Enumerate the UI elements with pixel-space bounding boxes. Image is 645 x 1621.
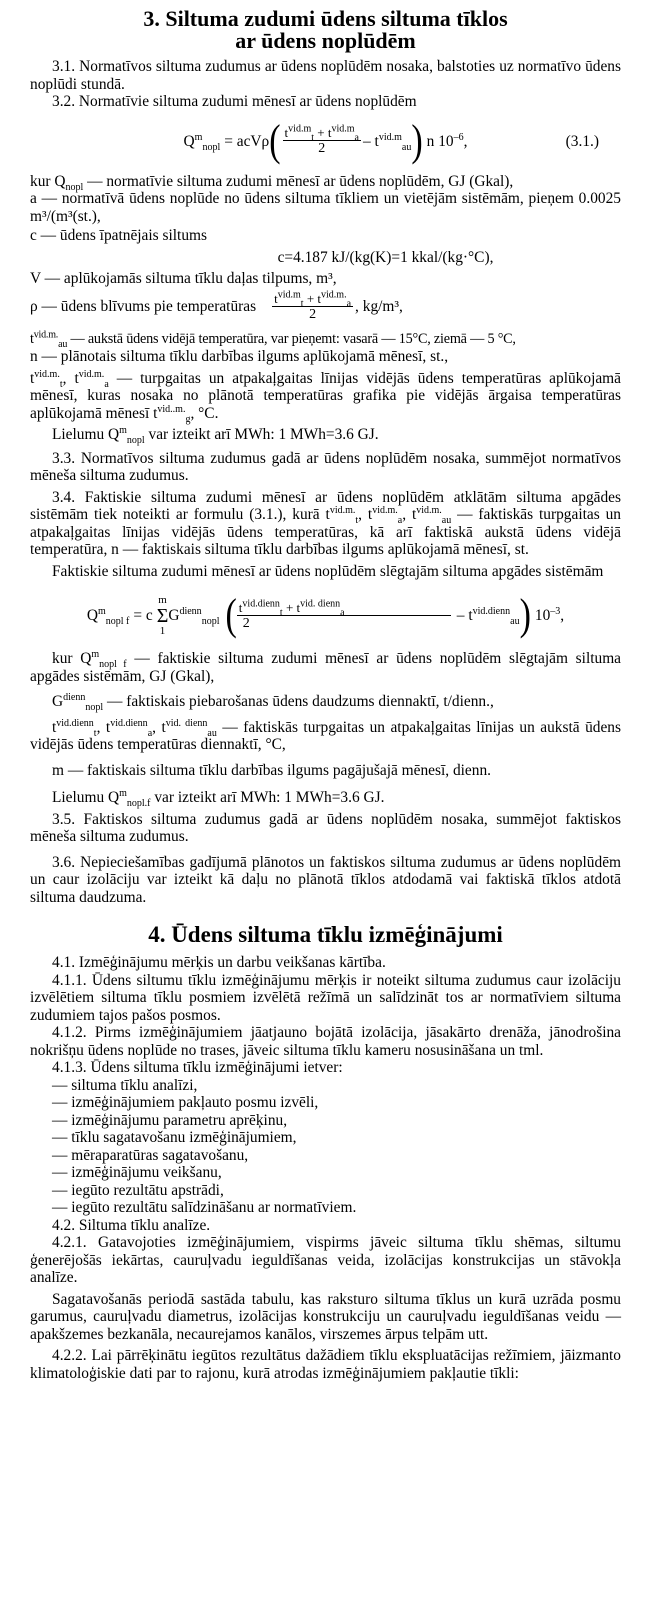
paragraph-4-1-2: 4.1.2. Pirms izmēģinājumiem jāatjauno bojātā izolācija, jāsakārto drenāža, jānodrošina nokrišņu ūdens noplūde no trases, jāveic siltuma tīklu kameru nosusināšana un tml.: [30, 1024, 621, 1059]
paragraph-4-2-1-b: Sagatavošanās periodā sastāda tabulu, kas raksturo siltuma tīklus un kurā uzrāda posmu garumus, cauruļvadu diametrus, izolācijas konstrukciju un cauruļvadu ieguldīšanas veidu — apakšzemes bezkanāla, necaurejamos kanālos, virszemes ārpus telpām utt.: [30, 1290, 621, 1343]
definition-t-au: $t^{vid.m.}_{au}$ — aukstā ūdens vidējā temperatūra, var pieņemt: vasarā — 15°C, ziemā — 5 °C,: [30, 328, 516, 350]
note-mwh-1: Lielumu $Q^m_{nopl}$ var izteikt arī MWh: 1 MWh=3.6 GJ.: [52, 424, 379, 447]
list-item: — iegūto rezultātu apstrādi,: [52, 1181, 224, 1199]
list-item: — siltuma tīklu analīzi,: [52, 1076, 198, 1094]
definition-rho: ρ — ūdens blīvums pie temperatūras $\frac{t^{vid.m}_t + t^{vid.m.}_a}{2}$ , kg/m³,: [30, 289, 403, 322]
list-item: — izmēģinājumu veikšanu,: [52, 1164, 222, 1181]
list-item: — izmēģinājumu parametru aprēķinu,: [52, 1111, 288, 1129]
definition-g: $G^{dienn}_{nopl}$ — faktiskais piebarošanas ūdens daudzums diennaktī, t/dienn.,: [52, 691, 494, 714]
section-3-title: 3. Siltuma zudumi ūdens siltuma tīklos ar ūdens noplūdēm: [143, 6, 508, 53]
formula-3-1-lhs: $Q^m_{nopl}$: [183, 131, 221, 153]
paragraph-4-1: 4.1. Izmēģinājumu mērķis un darbu veikšanas kārtība.: [52, 954, 386, 971]
paragraph-4-2: 4.2. Siltuma tīklu analīze.: [52, 1216, 211, 1234]
paragraph-4-2-1: 4.2.1. Gatavojoties izmēģinājumiem, vispirms jāveic siltuma tīklu shēmas, siltumu ģenerējošās iekārtas, cauruļvadu ieguldīšanas veida, izolācijas konstrukcijas un stāvokļa analīze.: [30, 1234, 621, 1286]
list-item: — tīklu sagatavošanu izmēģinājumiem,: [52, 1129, 297, 1146]
value-c: c=4.187 kJ/(kg(K)=1 kkal/(kg·°C),: [277, 248, 494, 266]
formula-3-1-number: (3.1.): [565, 132, 599, 150]
definition-c: c — ūdens īpatnējais siltums: [30, 227, 207, 244]
test-steps-list: [30, 1077, 621, 1217]
formula-closed-systems: $Q^m_{nopl f}$ = c m Σ 1 $G^{dienn}_{nopl}$ ( $\frac{t^{vid.dienn}_t + t^{vid. dienn}_a}{2}$ – $t^{vid.dienn}_{au}$ ) $10^{-3}$,: [86, 591, 565, 640]
paragraph-3-5: 3.5. Faktiskos siltuma zudumus gadā ar ūdens noplūdēm nosaka, summējot faktiskos mēneša siltuma zudumus.: [30, 810, 621, 845]
definition-t-dienn: $t^{vid.dienn}_t$, $t^{vid.dienn}_a$, $t^{vid. dienn}_{au}$ — faktiskās turpgaitas un atpakaļgaitas līnijas un aukstā ūdens vidējās ūdens temperatūras diennaktī, °C,: [30, 717, 621, 753]
definition-t-t-a: $t^{vid.m.}_t$, $t^{vid.m.}_a$ — turpgaitas un atpakaļgaitas līnijas vidējās ūdens temperatūras aplūkojamā mēnesī, kuras nosaka no plānotā temperatūras grafika pie vidējās ārgaisa temperatūras aplūkojamā mēnesī $t^{vid..m.}_g$, °C.: [30, 368, 621, 425]
list-item: — mēraparatūras sagatavošanu,: [52, 1146, 249, 1164]
paragraph-3-4-closed: Faktiskie siltuma zudumi mēnesī ar ūdens noplūdēm slēgtajām siltuma apgādes sistēmām: [52, 562, 604, 580]
formula-closed-fraction: $\frac{t^{vid.dienn}_t + t^{vid. dienn}_a}{2}$: [239, 601, 449, 632]
paragraph-3-3: 3.3. Normatīvos siltuma zudumus gadā ar ūdens noplūdēm nosaka, summējot normatīvos mēneša siltuma zudumus.: [30, 449, 621, 484]
definition-n: n — plānotais siltuma tīklu darbības ilgums aplūkojamā mēnesī, st.,: [30, 348, 449, 365]
paragraph-3-2: 3.2. Normatīvie siltuma zudumi mēnesī ar ūdens noplūdēm: [52, 93, 417, 110]
paragraph-4-1-3: 4.1.3. Ūdens siltuma tīklu izmēģinājumi ietver:: [52, 1059, 343, 1076]
list-item: — izmēģinājumiem pakļauto posmu izvēli,: [52, 1094, 319, 1111]
paragraph-3-1: 3.1. Normatīvos siltuma zudumus ar ūdens noplūdēm nosaka, balstoties uz normatīvo ūdens noplūdi stundā.: [30, 58, 621, 93]
list-item: — iegūto rezultātu salīdzināšanu ar normatīviem.: [52, 1199, 357, 1216]
definition-m: m — faktiskais siltuma tīklu darbības ilgums pagājušajā mēnesī, dienn.: [52, 761, 491, 779]
sum-symbol: m Σ 1: [156, 594, 169, 637]
definition-v: V — aplūkojamās siltuma tīklu daļas tilpums, m³,: [30, 270, 337, 287]
definition-q-nopl: kur $Q_{nopl}$ — normatīvie siltuma zudumi mēnesī ar ūdens noplūdēm, GJ (Gkal),: [30, 172, 514, 193]
definition-a: a — normatīvā ūdens noplūde no ūdens siltuma tīkliem un vietējām sistēmām, pieņem 0.0025 m³/(m³(st.),: [30, 190, 621, 225]
definition-q-nopl-f: kur $Q^m_{nopl f}$ — faktiskie siltuma zudumi mēnesī ar ūdens noplūdēm slēgtajām siltuma apgādes sistēmām, GJ (Gkal),: [30, 648, 621, 685]
paragraph-4-1-1: 4.1.1. Ūdens siltumu tīklu izmēģinājumu mērķis ir noteikt siltuma zudumus caur izolāciju izvēlētiem siltuma tīklu posmiem izvēlētā režīmā un salīdzināt tos ar normatīviem siltuma zudumiem tajos pašos posmos.: [30, 971, 621, 1024]
rho-fraction: $\frac{t^{vid.m}_t + t^{vid.m.}_a}{2}$: [274, 289, 352, 322]
formula-3-1-fraction: $\frac{t^{vid.m}_t + t^{vid.m}_a}{2}$: [284, 123, 359, 156]
paragraph-3-4: 3.4. Faktiskie siltuma zudumi mēnesī ar ūdens noplūdēm atklātām siltuma apgādes sistēmām tiek noteikti ar formulu (3.1.), kurā $t^{vid.m.}_t$, $t^{vid.m.}_a$, $t^{vid.m.}_{au}$ — faktiskās turpgaitas un atpakaļgaitas līnijas vidējās ūdens temperatūras, kā arī faktiskā aukstā ūdens vidējā temperatūra, n — faktiskais siltuma tīklu darbības ilgums aplūkojamā mēnesī, st.: [30, 488, 621, 558]
paragraph-4-2-2: 4.2.2. Lai pārrēķinātu iegūtos rezultātus dažādiem tīklu ekspluatācijas režīmiem, jāizmanto klimatoloģiskie dati par to rajonu, kurā atrodas izmēģinājumiem pakļautie tīkli:: [30, 1347, 621, 1382]
formula-3-1: $Q^m_{nopl}$ = acVρ ( $\frac{t^{vid.m}_t + t^{vid.m}_a}{2}$ – $t^{vid.m}_{au}$ ) n $10^{-6}$, (3.1.): [183, 116, 599, 165]
section-4-title: 4. Ūdens siltuma tīklu izmēģinājumi: [148, 922, 503, 947]
note-mwh-2: Lielumu $Q^m_{nopl.f}$ var izteikt arī MWh: 1 MWh=3.6 GJ.: [52, 787, 385, 810]
paragraph-3-6: 3.6. Nepieciešamības gadījumā plānotos un faktiskos siltuma zudumus ar ūdens noplūdēm un caur izolāciju var izteikt kā daļu no plānotā tīklos atdodamā vai faktiskā tīklos atdotā siltuma daudzuma.: [30, 853, 621, 906]
